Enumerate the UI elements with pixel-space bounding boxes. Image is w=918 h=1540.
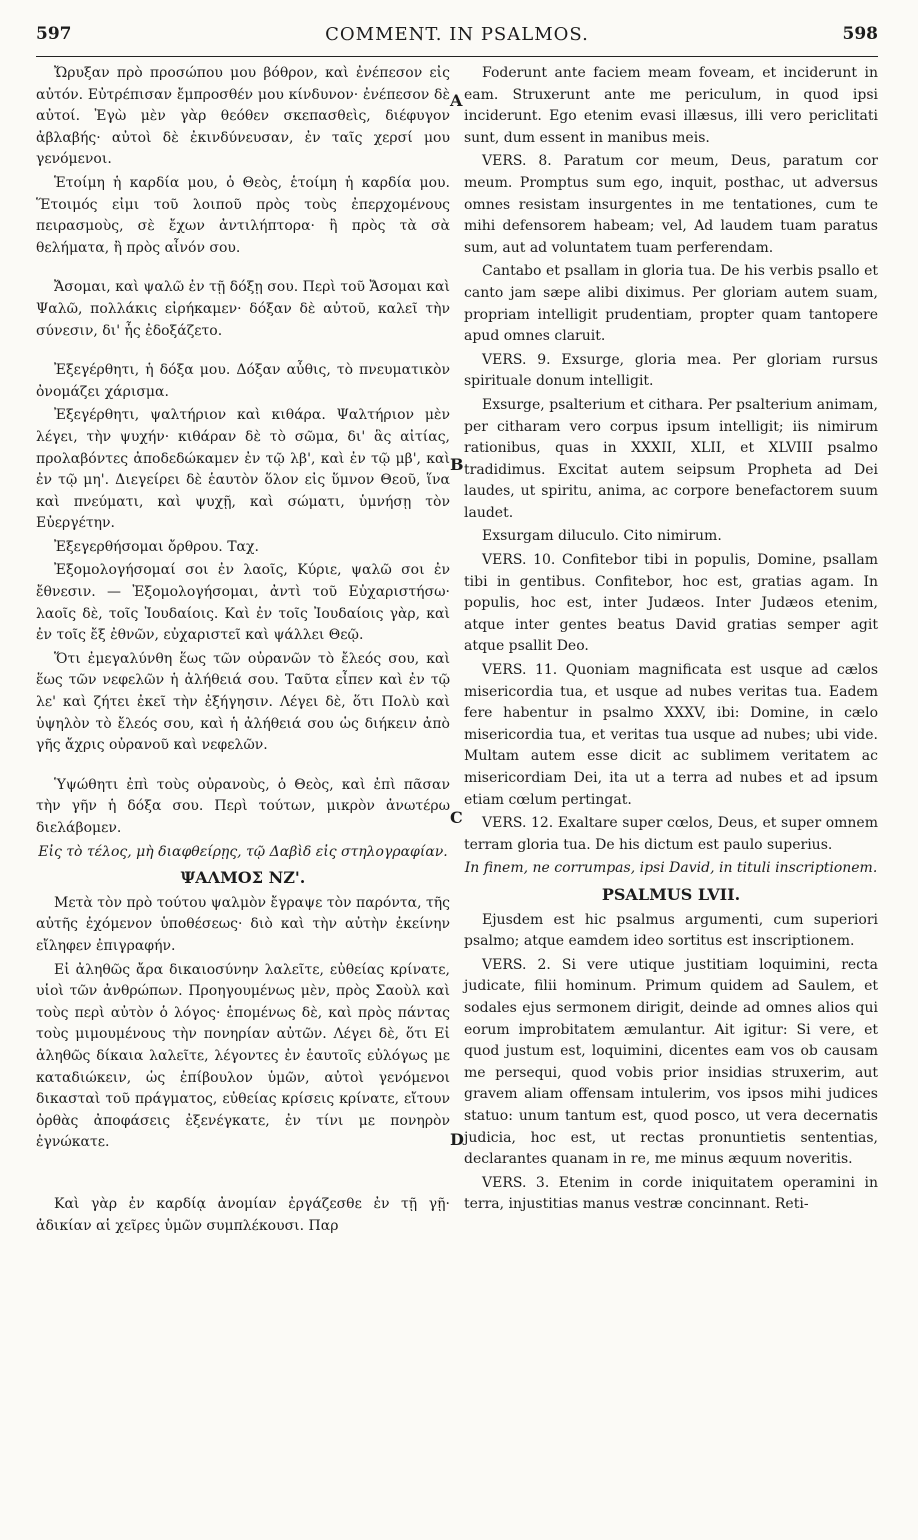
greek-paragraph: Ἐξεγέρθητι, ψαλτήριον καὶ κιθάρα. Ψαλτήριον μὲν λέγει, τὴν ψυχήν· κιθάραν δὲ τὸ σῶμα, δι' ἃς αἰτίας, προλαβόντες ἀποδεδώκαμεν ἐν τῷ λβ', καὶ ἐν τῷ μβ', καὶ ἐν τῷ μη'. Διεγείρει δὲ ἑαυτὸν ὅλον εἰς ὕμνον Θεοῦ, ἵνα καὶ πνεύματι, καὶ ψυχῇ, καὶ σώματι, ὑμνήσῃ τὸν Εὐεργέτην. xyxy=(36,407,450,532)
greek-paragraph: Ὤρυξαν πρὸ προσώπου μου βόθρον, καὶ ἐνέπεσον εἰς αὐτόν. Εὐτρέπισαν ἔμπροσθέν μου κίνδυνον· ἐνέπεσον δὲ αὐτοί. Ἐγὼ μὲν γὰρ θεόθεν σκεπασθεὶς, διέφυγον ἀβλαβής· αὐτοὶ δὲ ἐκινδύνευσαν, ἐν ταῖς χερσί μου γενόμενοι. xyxy=(36,65,450,168)
page-number-right: 598 xyxy=(842,24,878,44)
page-number-left: 597 xyxy=(36,24,72,44)
greek-paragraph: Ἐξομολογήσομαί σοι ἐν λαοῖς, Κύριε, ψαλῶ σοι ἐν ἔθνεσιν. — Ἐξομολογήσομαι, ἀντὶ τοῦ Εὐχαριστήσω· λαοῖς δὲ, τοῖς Ἰουδαίοις. Καὶ ἐν τοῖς Ἰουδαίοις γὰρ, καὶ ἐν τοῖς ἔξ ἐθνῶν, εὐχαριστεῖ καὶ ψάλλει Θεῷ. xyxy=(36,562,450,644)
latin-paragraph: VERS. 10. Confitebor tibi in populis, Domine, psallam tibi in gentibus. Confitebor, hoc est, gratias agam. In populis, hoc est, inter Judæos. Inter Judæos etenim, atque inter gentes beatus David gratias semper agit atque psallit Deo. xyxy=(464,552,878,655)
running-title: COMMENT. IN PSALMOS. xyxy=(325,24,589,45)
greek-paragraph: Ἐξεγερθήσομαι ὄρθρου. Ταχ. xyxy=(54,538,259,555)
latin-paragraph: VERS. 3. Etenim in corde iniquitatem operamini in terra, injustitias manus vestræ concinnant. Reti- xyxy=(464,1174,878,1213)
latin-paragraph: Exsurge, psalterium et cithara. Per psalterium animam, per citharam vero corpus ipsum intelligit; iis nimirum rationibus, quas in XXXII, XLII, et XLVIII psalmo tradidimus. Excitat autem seipsum Propheta ad Dei laudes, ut spiritu, anima, ac corpore benefactorem suum laudet. xyxy=(464,396,878,521)
greek-paragraph: Ὅτι ἐμεγαλύνθη ἕως τῶν οὐρανῶν τὸ ἔλεός σου, καὶ ἕως τῶν νεφελῶν ἡ ἀλήθειά σου. Ταῦτα εἶπεν καὶ ἐν τῷ λε' καὶ ζήτει ἐκεῖ τὴν ἐξήγησιν. Λέγει δὲ, ὅτι Πολὺ καὶ ὑψηλὸν τὸ ἔλεός σου, καὶ ἡ ἀλήθειά σου ὡς διήκειν ἀπὸ γῆς ἄχρις οὐρανοῦ καὶ νεφελῶν. xyxy=(36,650,450,754)
greek-psalm-title: ΨΑΛΜΟΣ ΝΖ'. xyxy=(180,868,306,888)
section-marker-b: B xyxy=(450,455,464,474)
latin-psalm-inscription: In finem, ne corrumpas, ipsi David, in tituli inscriptionem. xyxy=(464,860,878,877)
latin-paragraph: VERS. 12. Exaltare super cœlos, Deus, et super omnem terram gloria tua. De his dictum est paulo superius. xyxy=(464,815,878,853)
two-column-body xyxy=(36,63,878,1239)
greek-paragraph: Εἰ ἀληθῶς ἄρα δικαιοσύνην λαλεῖτε, εὐθείας κρίνατε, υἱοὶ τῶν ἀνθρώπων. Προηγουμένως μὲν, πρὸς Σαοὺλ καὶ τοὺς περὶ αὐτὸν ὁ λόγος· ἑπομένως δὲ, καὶ πρὸς πάντας τοὺς μιμουμένους τὴν πονηρίαν αὐτῶν. Λέγει δὲ, ὅτι Εἰ ἀληθῶς δίκαια λαλεῖτε, λέγοντες ἐν ἑαυτοῖς εὐλόγως με καταδιώκειν, ὡς ἐπίβουλον ὑμῶν, αὐτοὶ γενόμενοι δικασταὶ τοῦ πράγματος, εὐθείας κρίσεις κρίνατε, εἴτουν ὀρθὰς ἀποφάσεις ἐξενέγκατε, ἐν τίνι με πονηρὸν ἐγνώκατε. xyxy=(36,961,450,1151)
latin-psalm-title: PSALMUS LVII. xyxy=(601,884,741,904)
latin-column xyxy=(464,63,878,1239)
latin-paragraph: Ejusdem est hic psalmus argumenti, cum superiori psalmo; atque eamdem ideo sortitus est inscriptionem. xyxy=(464,911,878,950)
greek-psalm-inscription: Εἰς τὸ τέλος, μὴ διαφθείρῃς, τῷ Δαβὶδ εἰς στηλογραφίαν. xyxy=(38,843,448,860)
greek-paragraph: Ἐξεγέρθητι, ἡ δόξα μου. Δόξαν αὖθις, τὸ πνευματικὸν ὀνομάζει χάρισμα. xyxy=(36,362,450,400)
latin-paragraph: VERS. 2. Si vere utique justitiam loquimini, recta judicate, filii hominum. Primum quidem ad Saulem, et sodales ejus sermonem dirigit, deinde ad omnes alios qui eorum improbitatem æmulantur. Ait igitur: Si vere, et quod justum est, loquimini, dicentes eam vos ob causam me persequi, quod vobis prior insidias struxerim, aut gravem aliam offensam intulerim, vos ipsos mihi judices statuo: unum tantum est, quod posco, ut vera decernatis judicia, hoc est, ut rectas pronuntietis sententias, declarantes quanam in re, me minus æquum noveritis. xyxy=(464,956,878,1168)
latin-paragraph: VERS. 9. Exsurge, gloria mea. Per gloriam rursus spirituale donum intelligit. xyxy=(464,351,878,390)
latin-paragraph: Cantabo et psallam in gloria tua. De his verbis psallo et canto jam sæpe alibi diximus. Per gloriam autem suam, propriam intelligit prudentiam, propter quam tantopere apud omnes claruit. xyxy=(464,263,878,345)
greek-paragraph: Ἄσομαι, καὶ ψαλῶ ἐν τῇ δόξῃ σου. Περὶ τοῦ Ἄσομαι καὶ Ψαλῶ, πολλάκις εἰρήκαμεν· δόξαν δὲ αὐτοῦ, καλεῖ τὴν σύνεσιν, δι' ἧς ἐδοξάζετο. xyxy=(36,279,450,339)
latin-paragraph: Exsurgam diluculo. Cito nimirum. xyxy=(482,528,722,545)
section-marker-d: D xyxy=(450,1130,464,1149)
running-header xyxy=(36,16,878,57)
latin-paragraph: Foderunt ante faciem meam foveam, et inciderunt in eam. Struxerunt ante me periculum, in quod ipsi inciderunt. Ego etenim evasi illæsus, illi vero periclitati sunt, dum essent in manibus meis. xyxy=(464,65,878,146)
latin-paragraph: VERS. 11. Quoniam magnificata est usque ad cælos misericordia tua, et usque ad nubes veritas tua. Eadem fere habentur in psalmo XXXV, ibi: Domine, in cælo misericordia tua, et veritas tua usque ad nubes; ubi vide. Multam autem esse dicit ac sublimem veritatem ac misericordiam Dei, ita ut a terra ad nubes et ad ipsum etiam cœlum pertingat. xyxy=(464,662,878,808)
section-marker-a: A xyxy=(450,91,463,110)
latin-paragraph: VERS. 8. Paratum cor meum, Deus, paratum cor meum. Promptus sum ego, inquit, posthac, ut adversus omnes resistam insurgentes in me tentationes, cum te mihi defensorem habeam; vel, Ad laudem tuam paratus sum, aut ad voluntatem tuam perferendam. xyxy=(464,153,878,256)
section-marker-c: C xyxy=(450,808,463,827)
greek-paragraph: Καὶ γὰρ ἐν καρδίᾳ ἀνομίαν ἐργάζεσθε ἐν τῇ γῇ· ἀδικίαν αἱ χεῖρες ὑμῶν συμπλέκουσι. Παρ xyxy=(36,1195,450,1234)
greek-paragraph: Μετὰ τὸν πρὸ τούτου ψαλμὸν ἔγραψε τὸν παρόντα, τῆς αὐτῆς ἐχόμενον ὑποθέσεως· διὸ καὶ τὴν αὐτὴν ἐκείνην εἴληφεν ἐπιγραφήν. xyxy=(36,894,450,954)
greek-paragraph: Ὑψώθητι ἐπὶ τοὺς οὐρανοὺς, ὁ Θεὸς, καὶ ἐπὶ πᾶσαν τὴν γῆν ἡ δόξα σου. Περὶ τούτων, μικρὸν ἀνωτέρω διελάβομεν. xyxy=(36,776,450,836)
greek-paragraph: Ἑτοίμη ἡ καρδία μου, ὁ Θεὸς, ἑτοίμη ἡ καρδία μου. Ἕτοιμός εἰμι τοῦ λοιποῦ πρὸς τοὺς ἐπερχομένους πειρασμοὺς, σὲ ἔχων ἀντιλήπτορα· ἢ πρὸς τὰ σὰ θελήματα, ἢ πρὸς αἶνόν σου. xyxy=(36,174,450,256)
greek-column xyxy=(36,63,450,1239)
